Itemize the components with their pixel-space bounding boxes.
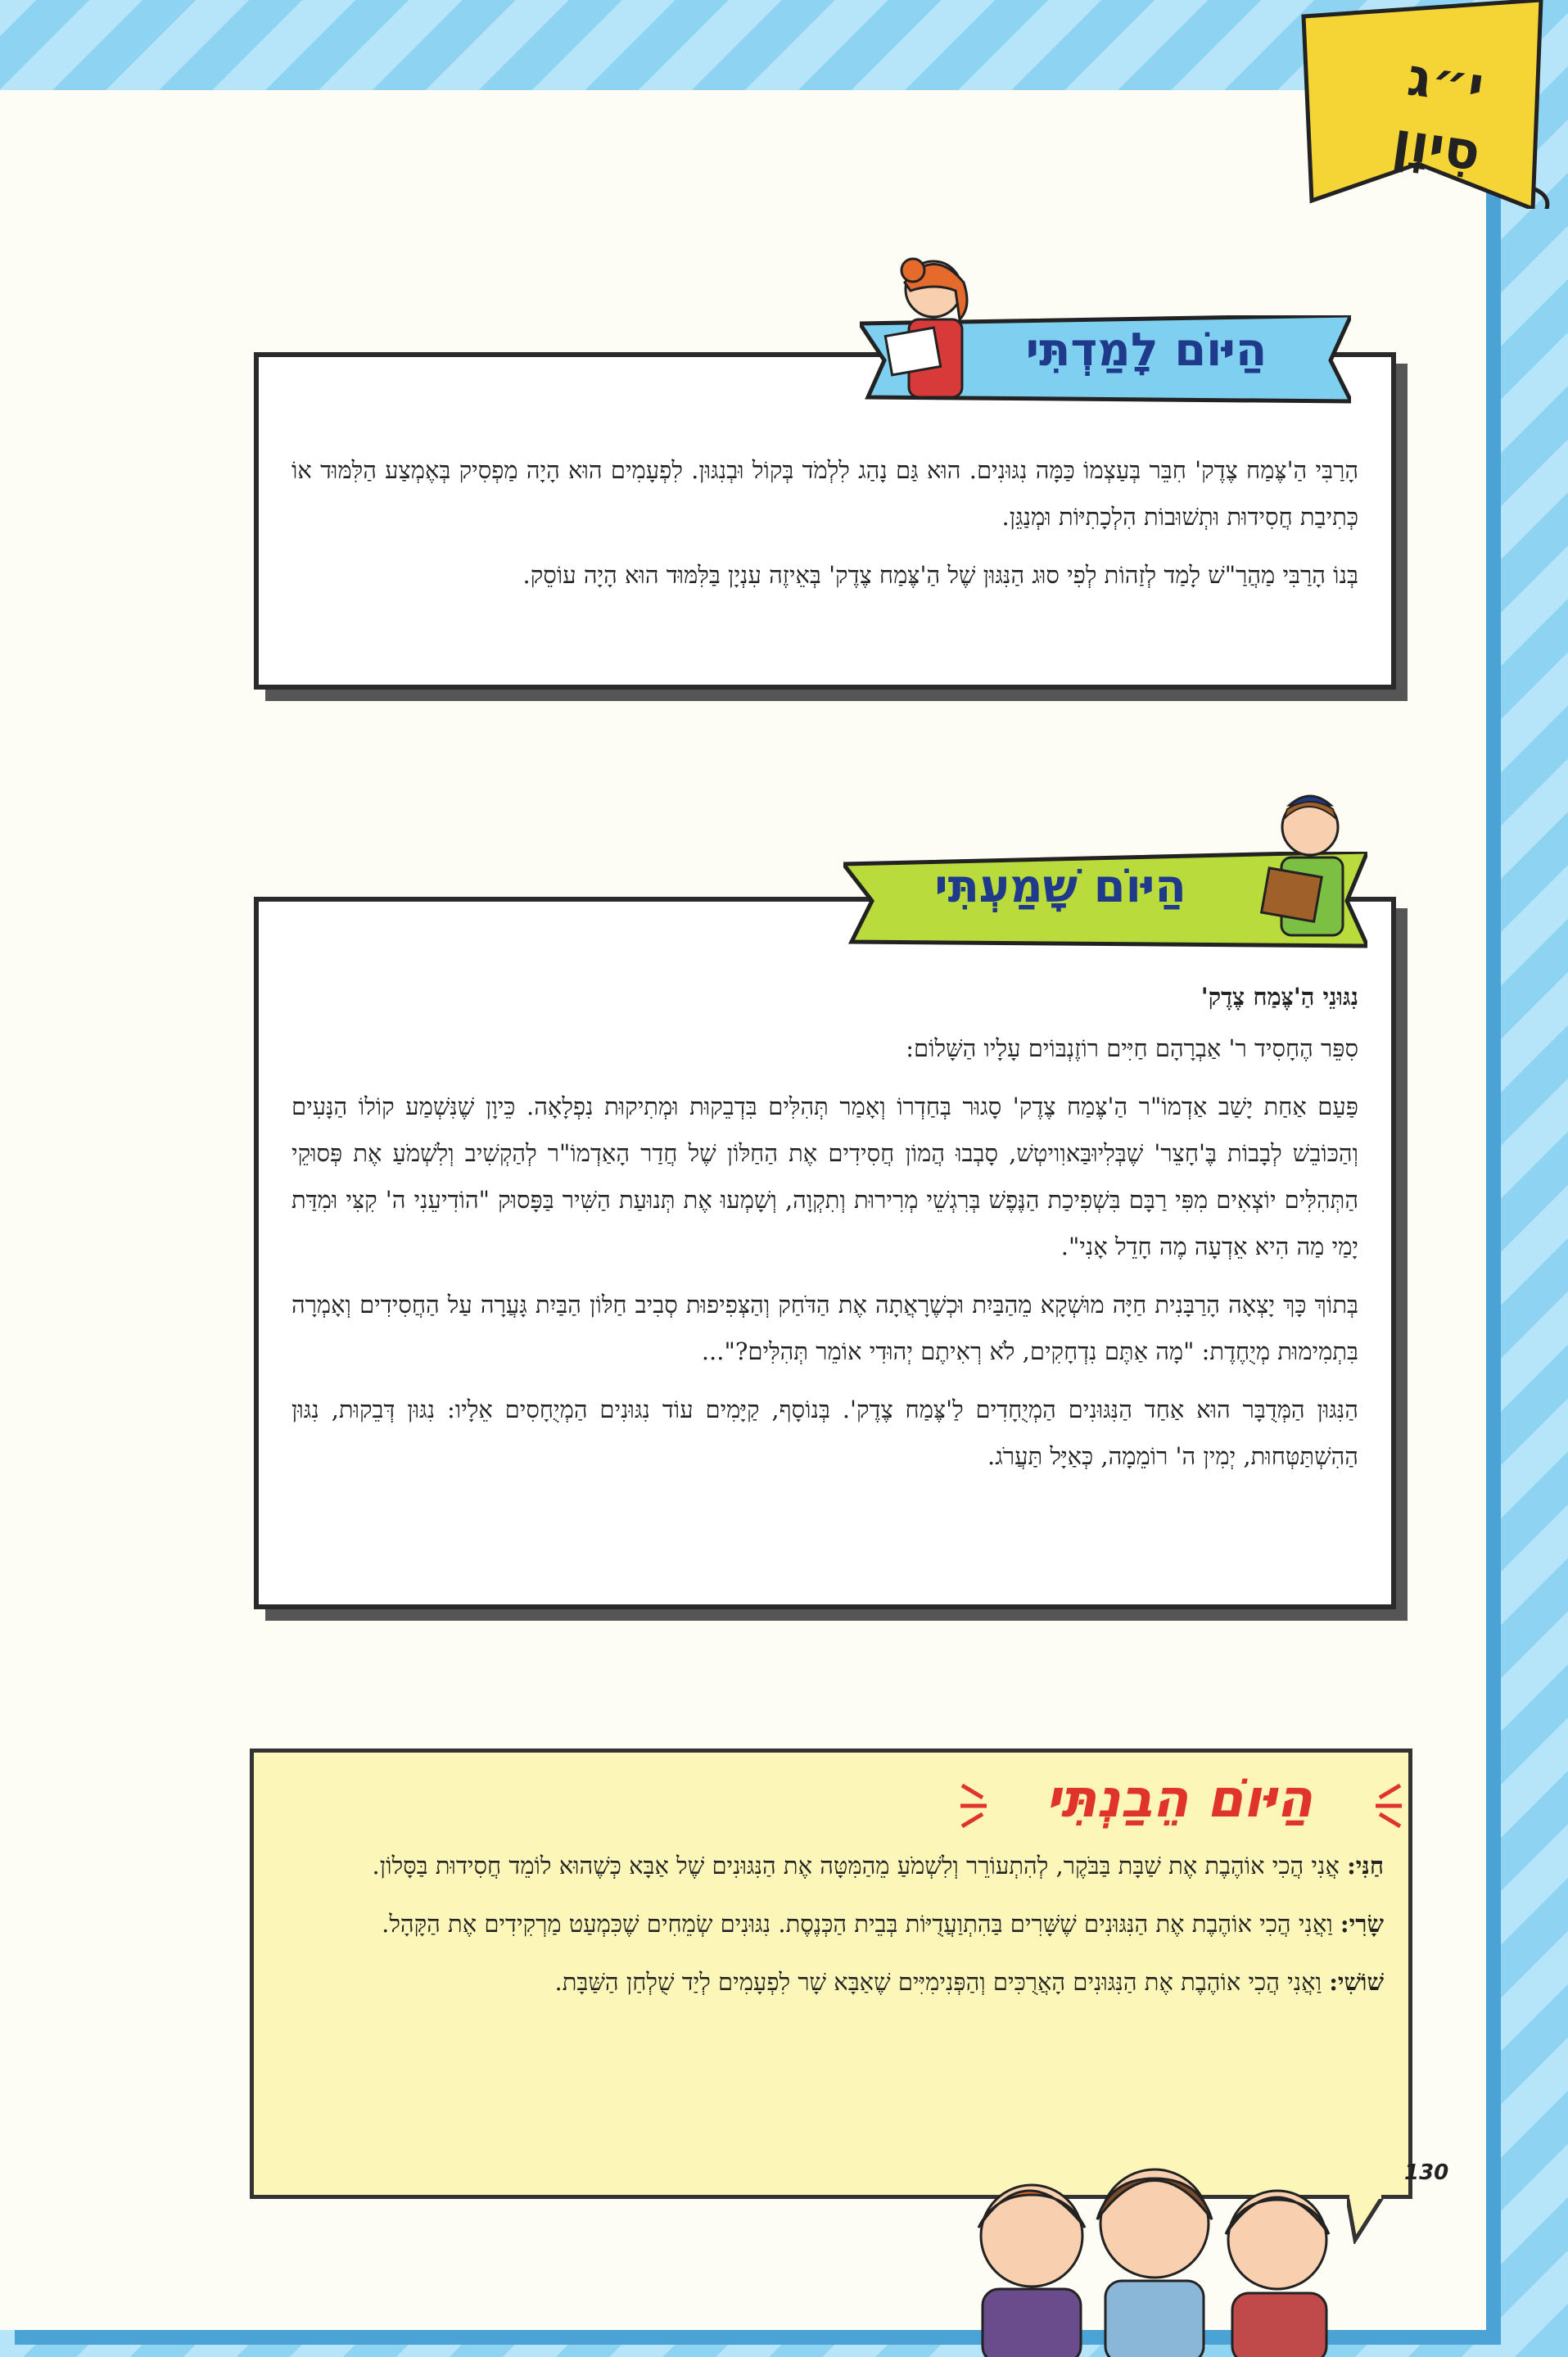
section1-title: הַיּוֹם לָמַדְתִּי — [1025, 323, 1268, 377]
section2-title: הַיּוֹם שָׁמַעְתִּי — [934, 860, 1186, 913]
reading-boy-icon — [1245, 782, 1376, 946]
sparkle-right-icon — [1371, 1777, 1404, 1834]
speaker-text: וַאֲנִי הֲכִי אוֹהֶבֶת אֶת הַנִּגּוּנִים שֶׁשָּׁרִים בַּהִתְוַעֲדֻיּוֹת בְּבֵית הַכְּנֶסֶת. נִגּוּנִים שְׂמֵחִים שֶׁכִּמְעַט מַרְקִידִים אֶת הַקָּהָל. — [382, 1910, 1333, 1938]
section2-paragraph-4: הַנִּגּוּן הַמְּדֻבָּר הוּא אַחַד הַנִּגּוּנִים הַמְיֻחָדִים לַ'צֶּמַח צֶדֶק'. בְּנוֹסָף, קַיָּמִים עוֹד נִגּוּנִים הַמְיֻחָסִים אֵלָיו: נִגּוּן דְּבֵקוּת, נִגּוּן הַהִשְׁתַּטְּחוּת, יְמִין ה' רוֹמֵמָה, כְּאַיָּל תַּעֲרֹג. — [291, 1396, 1358, 1470]
section2-paragraph-2: פַּעַם אַחַת יָשַׁב אַדְמוֹ"ר הַ'צֶּמַח צֶדֶק' סָגוּר בְּחַדְרוֹ וְאָמַר תְּהִלִּים בִּדְבֵקוּת וּמְתִיקוּת נִפְלָאָה. כֵּיוָן שֶׁנִּשְׁמַע קוֹלוֹ הַנָּעִים וְהַכּוֹבֵשׁ לְבָבוֹת בֶּ'חָצֵר' שֶׁבְּלִיוּבַּאוִויטְשׁ, סָבְבוּ הֲמוֹן חֲסִידִים אֶת הַחַלּוֹן שֶׁל חֲדַר הָאַדְמוֹ"ר לְהַקְשִׁיב וְלִשְׁמֹעַ אֶת פְּסוּקֵי הַתְּהִלִּים יוֹצְאִים מִפִּי רַבָּם בִּשְׁפִיכַת הַנֶּפֶשׁ בְּרִגְשֵׁי מְרִירוּת וְתִקְוָה, וְשָׁמְעוּ אֶת תְּנוּעַת הַשִּׁיר בַּפָּסוּק "הוֹדִיעֵנִי ה' קִצִּי וּמִדַּת יָמַי מַה הִיא אֵדְעָה מֶה חָדֵל אָנִי". — [291, 1093, 1358, 1260]
date-day: י״ג — [1403, 47, 1488, 118]
section3-line-1 — [278, 1843, 1384, 1889]
page-number: 130 — [1404, 2160, 1449, 2185]
section1-paragraph-1: הָרַבִּי הַ'צֶּמַח צֶדֶק' חִבֵּר בְּעַצְמוֹ כַּמָּה נִגּוּנִים. הוּא גַּם נָהַג לִלְמֹד בְּקוֹל וּבְנִגּוּן. לִפְעָמִים הוּא הָיָה מַפְסִיק בְּאֶמְצַע הַלִּמּוּד אוֹ כְּתִיבַת חֲסִידוּת וּתְשׁוּבוֹת הִלְכָתִיּוֹת וּמְנַגֵּן. — [291, 456, 1358, 531]
reading-girl-icon — [864, 250, 995, 405]
speaker-text: אֲנִי הֲכִי אוֹהֶבֶת אֶת שַׁבָּת בַּבֹּקֶר, לְהִתְעוֹרֵר וְלִשְׁמֹעַ מֵהַמִּטָּה אֶת הַנִּגּוּנִים שֶׁל אַבָּא כְּשֶׁהוּא לוֹמֵד חֲסִידוּת בַּסָּלוֹן. — [372, 1852, 1340, 1880]
section2-subtitle: נִגּוּנֵי הַ'צֶּמַח צֶדֶק' — [1200, 983, 1358, 1011]
section3-title: הַיּוֹם הֵבַנְתִּי — [1045, 1769, 1313, 1830]
speaker-text: וַאֲנִי הֲכִי אוֹהֶבֶת אֶת הַנִּגּוּנִים הָאֲרֻכִּים וְהַפְּנִימִיִּים שֶׁאַבָּא שָׁר לִפְעָמִים לְיַד שֻׁלְחַן הַשַּׁבָּת. — [554, 1968, 1322, 1996]
three-girls-icon — [954, 2138, 1355, 2357]
sparkle-left-icon — [958, 1777, 991, 1834]
section2-box — [254, 897, 1396, 1609]
section2-paragraph-3: בְּתוֹךְ כָּךְ יָצְאָה הָרַבָּנִית חַיָּה מוּשְׁקָא מֵהַבַּיִת וּכְשֶׁרָאֲתָה אֶת הַדֹּחַק וְהַצְּפִיפוּת סְבִיב חַלּוֹן הַבַּיִת גָּעֲרָה עַל הַחֲסִידִים וְאָמְרָה בִּתְמִימוּת מְיֻחֶדֶת: "מָה אַתֶּם נִדְחָקִים, לֹא רְאִיתֶם יְהוּדִי אוֹמֵר תְּהִלִּים?"... — [291, 1291, 1358, 1365]
speaker-name: שׁוֹשִׁי: — [1329, 1968, 1384, 1996]
speaker-name: שָׂרִי: — [1340, 1910, 1384, 1938]
section1-paragraph-2: בְּנוֹ הָרַבִּי מַהֲרַ"שׁ לָמַד לְזַהוֹת לְפִי סוּג הַנִּגּוּן שֶׁל הַ'צֶּמַח צֶדֶק' בְּאֵיזֶה עִנְיָן בַּלִּמּוּד הוּא הָיָה עוֹסֵק. — [522, 561, 1358, 589]
date-label — [1351, 38, 1531, 191]
section3-line-2 — [278, 1901, 1384, 1948]
speaker-name: חַנִּי: — [1347, 1852, 1384, 1880]
section2-paragraph-1: סִפֵּר הֶחָסִיד ר' אַבְרָהָם חַיִּים רוֹזֶנְבּוֹים עָלָיו הַשָּׁלוֹם: — [906, 1034, 1358, 1062]
section3-line-3 — [278, 1959, 1384, 2006]
date-month: סִיוָן — [1389, 111, 1484, 183]
